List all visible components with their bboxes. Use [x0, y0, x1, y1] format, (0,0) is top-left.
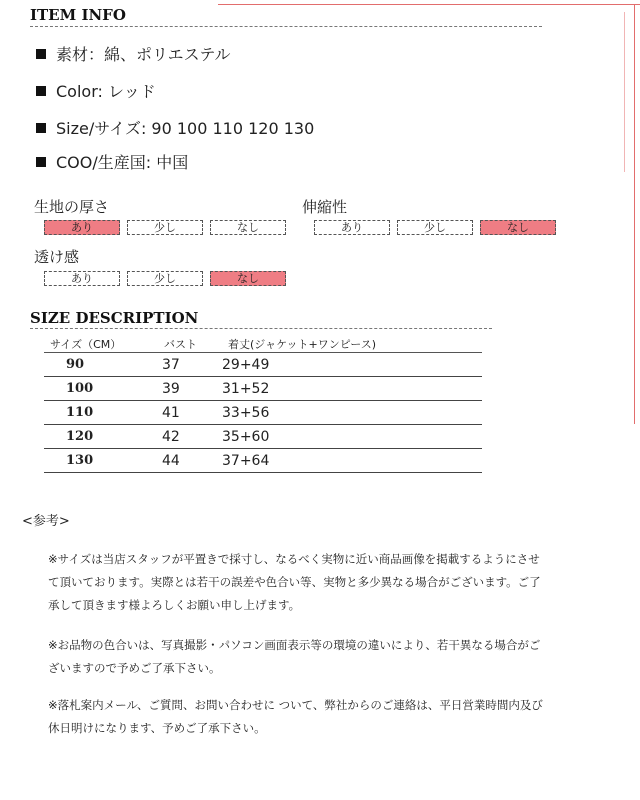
bust-cell: 42	[158, 425, 222, 449]
thickness-option-some: 少し	[127, 220, 203, 235]
stretch-option-some: 少し	[397, 220, 473, 235]
reference-note: ※落札案内メール、ご質問、お問い合わせに ついて、弊社からのご連絡は、平日営業時間内及び休日明けになります、予めご了承下さい。	[48, 698, 543, 735]
reference-note: ※サイズは当店スタッフが平置きで採寸し、なるべく実物に近い商品画像を掲載するようにさせて頂いております。実際とは若干の誤差や色合い等、実物と多少異なる場合がございます。ご了承して頂きます様よろしくお願い申し上げます。	[48, 552, 541, 612]
transparency-option-yes: あり	[44, 271, 120, 286]
bullet-icon	[36, 157, 46, 167]
thickness-option-none: なし	[210, 220, 286, 235]
decorative-line	[218, 4, 640, 5]
length-cell: 37+64	[222, 449, 482, 473]
length-cell: 35+60	[222, 425, 482, 449]
stretch-label: 伸縮性	[302, 198, 348, 216]
table-row	[44, 401, 482, 425]
info-text: COO/生産国: 中国	[56, 153, 189, 172]
bullet-icon	[36, 123, 46, 133]
reference-heading: <参考>	[22, 514, 70, 529]
bust-cell: 37	[158, 353, 222, 377]
item-info-heading: ITEM INFO	[30, 6, 126, 24]
info-origin	[36, 150, 188, 173]
bust-cell: 39	[158, 377, 222, 401]
column-header-bust: バスト	[158, 336, 222, 353]
size-cell: 90	[44, 353, 158, 377]
info-size	[36, 116, 314, 139]
bust-cell: 41	[158, 401, 222, 425]
stretch-options	[314, 220, 556, 235]
size-table-header	[44, 336, 482, 353]
section-divider	[30, 26, 542, 27]
table-row	[44, 449, 482, 473]
stretch-option-none: なし	[480, 220, 556, 235]
column-header-length: 着丈(ジャケット+ワンピース)	[222, 336, 482, 353]
decorative-line	[634, 4, 635, 424]
thickness-label: 生地の厚さ	[34, 198, 110, 216]
info-material	[36, 42, 231, 65]
bullet-icon	[36, 86, 46, 96]
thickness-option-yes: あり	[44, 220, 120, 235]
transparency-label: 透け感	[34, 248, 80, 266]
info-text: Size/サイズ: 90 100 110 120 130	[56, 119, 315, 138]
bust-cell: 44	[158, 449, 222, 473]
size-cell: 110	[44, 401, 158, 425]
table-row	[44, 353, 482, 377]
table-row	[44, 425, 482, 449]
section-divider	[30, 328, 492, 329]
info-text: 素材：綿、ポリエステル	[56, 45, 231, 64]
size-cell: 100	[44, 377, 158, 401]
info-color	[36, 79, 156, 102]
size-cell: 120	[44, 425, 158, 449]
column-header-size: サイズ（CM）	[44, 336, 158, 353]
length-cell: 29+49	[222, 353, 482, 377]
table-row	[44, 377, 482, 401]
reference-note: ※お品物の色合いは、写真撮影・パソコン画面表示等の環境の違いにより、若干異なる場合がございますので予めご了承下さい。	[48, 638, 541, 675]
size-table	[44, 336, 482, 473]
transparency-option-none: なし	[210, 271, 286, 286]
size-cell: 130	[44, 449, 158, 473]
length-cell: 31+52	[222, 377, 482, 401]
decorative-line	[624, 12, 625, 172]
stretch-option-yes: あり	[314, 220, 390, 235]
thickness-options	[44, 220, 286, 235]
info-text: Color: レッド	[56, 82, 156, 101]
bullet-icon	[36, 49, 46, 59]
transparency-options	[44, 271, 286, 286]
transparency-option-some: 少し	[127, 271, 203, 286]
length-cell: 33+56	[222, 401, 482, 425]
size-description-heading: SIZE DESCRIPTION	[30, 309, 199, 327]
